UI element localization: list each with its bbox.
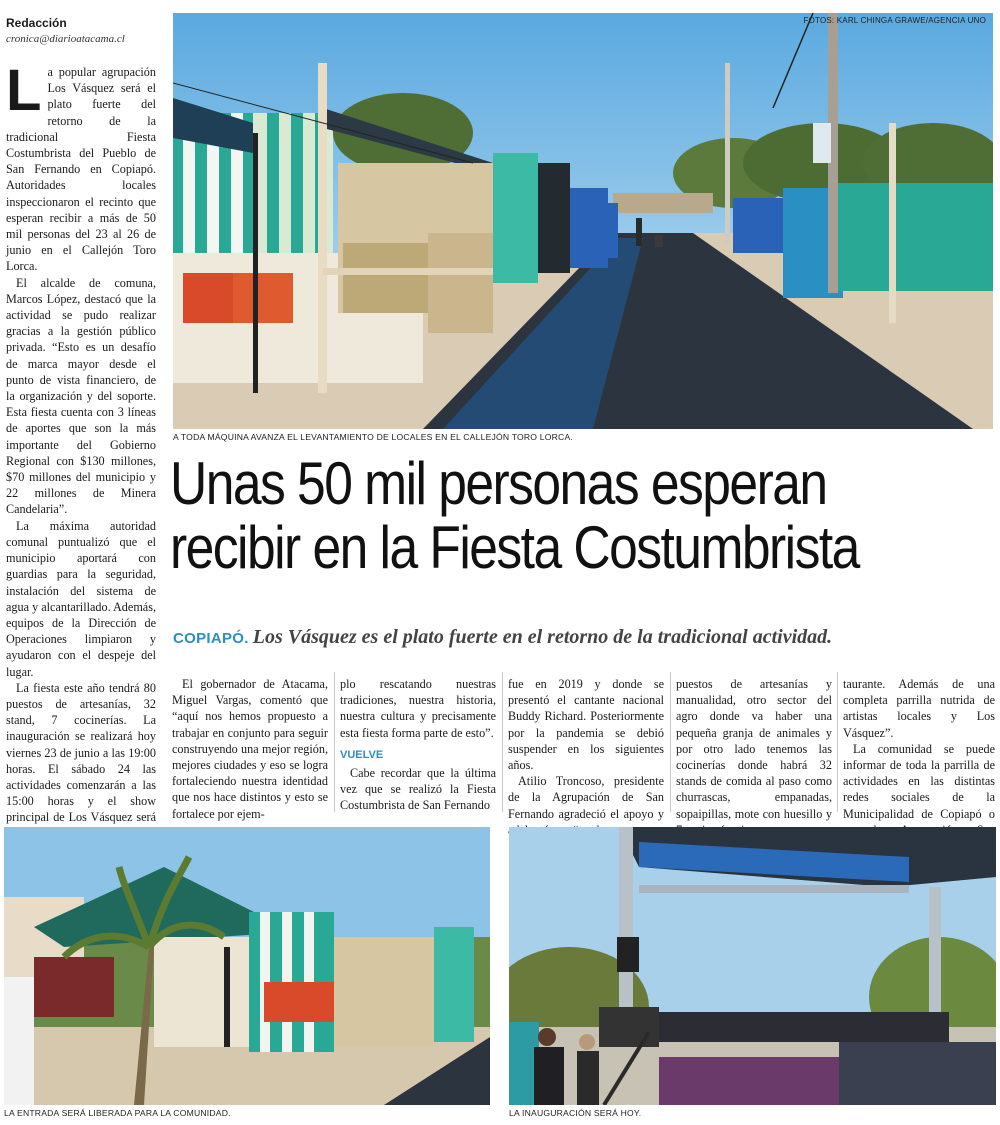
info-text: La comunidad se puede informar de toda la parrilla de actividades en las distintas redes sociales de la Municipalidad de Copiapó o [843,741,995,821]
paragraph-mayor: El alcalde de comuna, Marcos López, destacó que la actividad se pudo realizar gracias a la gestión público privada. “Esto es un desafío de marca mayor desde el punto de vista financiero, de la organización y del soporte. Esta fiesta cuenta con 3 líneas de aportes que son la más importante del Gobierno Regional con $130 millones, $70 millones del municipio y 22 millones de Minera Candelaria”. [6,275,156,517]
paragraph-2019: fue en 2019 y donde se presentó el cantante nacional Buddy Richard. Posteriormente por la pandemia se debió suspender en los siguientes años. [508,677,664,773]
headline-line-2: recibir en la Fiesta Costumbrista [170,514,859,581]
author-name: Redacción [6,16,67,30]
dateline: COPIAPÓ. [173,630,249,647]
caption-bottom-right-photo: LA INAUGURACIÓN SERÁ HOY. [509,1108,642,1118]
paragraph-municipal-support: La máxima autoridad comunal puntualizó que el municipio aportará con guardias para la seguridad, instalación del sistema de agua y alcantarillado. Además, equipos de la Dirección de Operaciones limpiaron y ayudaron con el despeje del lugar. [6,518,156,679]
lead-paragraph [6,58,156,275]
photo-stage [509,827,996,1105]
caption-top-photo: A TODA MÁQUINA AVANZA EL LEVANTAMIENTO DE LOCALES EN EL CALLEJÓN TORO LORCA. [173,432,573,442]
column-divider [334,672,335,812]
caption-bottom-left-photo: LA ENTRADA SERÁ LIBERADA PARA LA COMUNIDAD. [4,1108,231,1118]
subheadline [173,626,993,649]
paragraph-schedule: La fiesta este año tendrá 80 puestos de artesanías, 32 stand, 7 cocinerías. La inauguración se realizará hoy viernes 23 de junio a las 19:00 horas. El sábado 24 las actividades comenzarán a las 15:00 horas y el show principal de Los Vásquez será [6,680,156,825]
column-divider [837,672,838,812]
paragraph-stands: puestos de artesanías y manualidad, otro sector del agro donde va haber una pequeña granja de animales y por otro lado tenemos las cocinerías donde habrá 32 stands de comida al paso como churrascas, empanadas, sopaipillas, mote con huesillo y [676,677,832,821]
article-column-2 [340,676,496,814]
column-divider [502,672,503,812]
section-heading-vuelve: VUELVE [340,748,384,761]
article-column-4 [676,676,832,838]
article-column-3 [508,676,664,838]
article-left-column [6,58,156,955]
byline [6,16,166,45]
lead-text: a popular agrupación Los Vásquez será el plato fuerte del retorno de la tradicional Fiesta Costumbrista del Pueblo de San Fernando en Copiapó. Autoridades locales inspeccionaron el recinto que esperan recibir a más de 50 mil personas del 23 al 26 de junio en el Callejón Toro Lorca. [6,65,156,274]
drop-cap: L [6,58,42,123]
photo-credit: FOTOS: KARL CHINGA GRAWE/AGENCIA UNO [803,16,986,25]
paragraph-governor-cont: plo rescatando nuestras tradiciones, nuestra historia, nuestra cultura y precisamente esta fiesta forma parte de esto”. [340,677,496,740]
author-email[interactable]: cronica@diarioatacama.cl [6,33,125,45]
photo-fair-street [173,13,993,429]
photo-stall-entrance [4,827,490,1105]
paragraph-restaurant: taurante. Además de una completa parrilla nutrida de artistas locales y Los Vásquez”. [843,677,995,740]
headline [170,452,884,580]
paragraph-troncoso: Atilio Troncoso, presidente de la Agrupación de San Fernando agradeció el apoyo y [508,774,664,821]
paragraph-last-edition: Cabe recordar que la última vez que se realizó la Fiesta Costumbrista de San Fernando [340,766,496,813]
column-divider [670,672,671,812]
deck-text: Los Vásquez es el plato fuerte en el retorno de la tradicional actividad. [252,626,833,648]
article-column-1 [172,676,328,822]
paragraph-governor: El gobernador de Atacama, Miguel Vargas, comentó que “aquí nos hemos propuesto a trabajar en conjunto para seguir construyendo una mejor región, mejores ciudades y eso se logra fortaleciendo nuestra identidad que nos hace distintos y esto se fortalece por ejem- [172,677,328,821]
headline-line-1: Unas 50 mil personas esperan [170,450,827,517]
